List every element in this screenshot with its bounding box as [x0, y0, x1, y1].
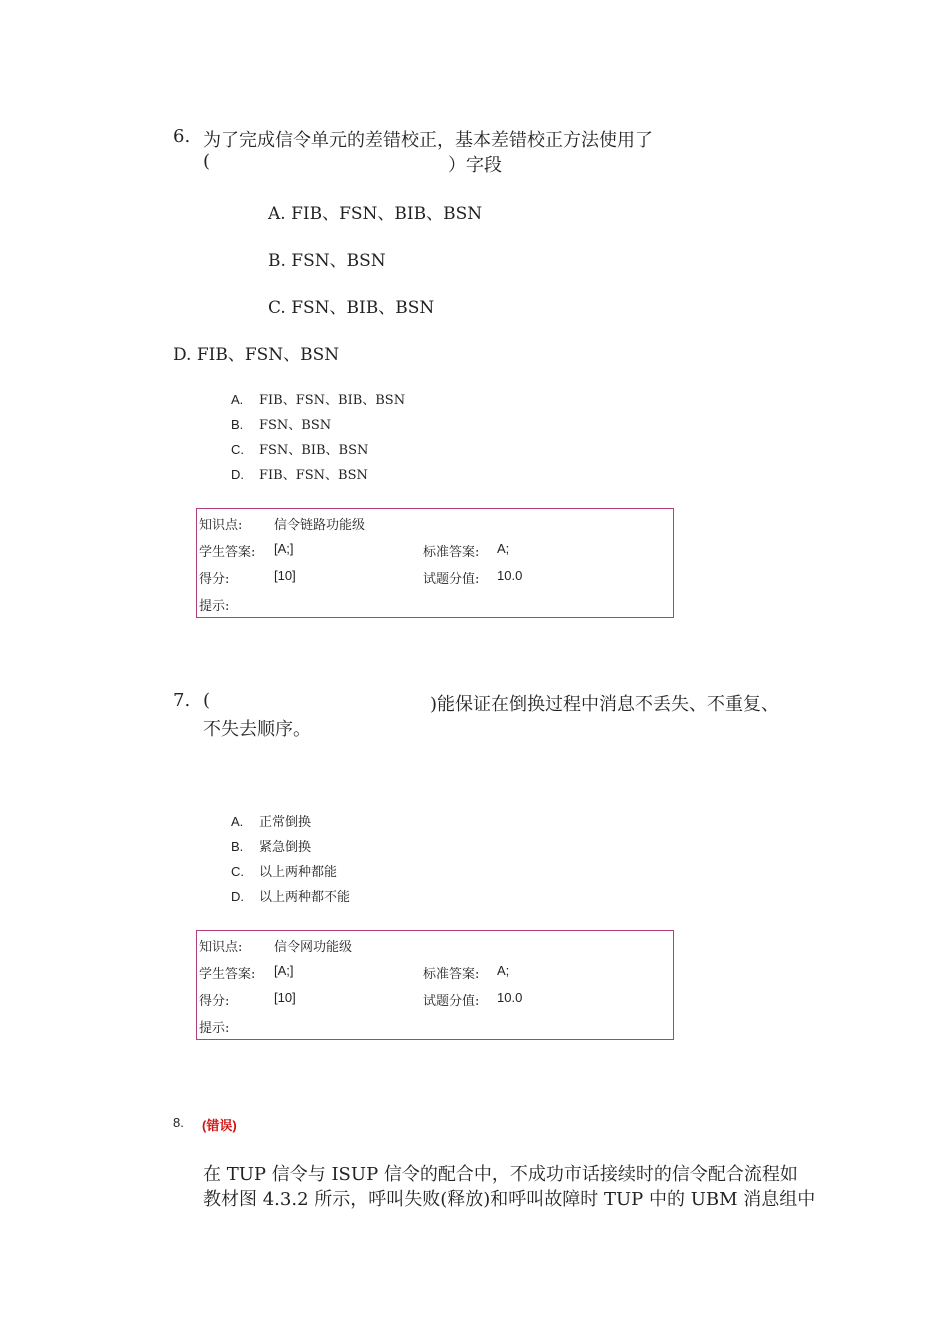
option-letter: D.: [231, 889, 244, 904]
full-score-value: 10.0: [497, 568, 523, 583]
score-label: 得分:: [199, 572, 230, 587]
q8-question-line1: 在 TUP 信令与 ISUP 信令的配合中，不成功市话接续时的信令配合流程如: [203, 1164, 798, 1185]
full-score-value: 10.0: [497, 990, 523, 1005]
score-value: [10]: [274, 990, 296, 1005]
option-letter: D.: [231, 467, 244, 482]
q8-number: 8.: [173, 1115, 184, 1130]
q6-large-option-c: C. FSN、BIB、BSN: [268, 298, 435, 318]
q6-info-box: [196, 508, 674, 618]
q6-large-option-b: B. FSN、BSN: [268, 251, 386, 271]
q7-option-d[interactable]: [231, 886, 350, 905]
q6-question-line1: 为了完成信令单元的差错校正，基本差错校正方法使用了: [203, 130, 653, 151]
student-answer-value: [A;]: [274, 541, 294, 556]
student-answer-value: [A;]: [274, 963, 294, 978]
q7-question-line1: )能保证在倒换过程中消息不丢失、不重复、: [430, 694, 780, 715]
option-letter: B.: [231, 839, 244, 854]
q7-question-line2: 不失去顺序。: [203, 719, 311, 740]
option-letter: B.: [231, 417, 244, 432]
option-text: FIB、FSN、BIB、BSN: [259, 393, 406, 408]
q7-info-box: [196, 930, 674, 1040]
q8-status-badge: (错误): [202, 1118, 237, 1133]
hint-label: 提示:: [199, 599, 230, 614]
q6-option-a[interactable]: [231, 389, 405, 408]
q6-option-d[interactable]: [231, 464, 368, 483]
q7-option-a[interactable]: [231, 811, 311, 830]
option-text: 紧急倒换: [259, 840, 312, 855]
q6-blank-close: ）字段: [448, 155, 502, 176]
option-text: FSN、BSN: [259, 418, 332, 433]
q6-large-option-d: D. FIB、FSN、BSN: [173, 345, 340, 365]
q6-option-c[interactable]: [231, 439, 368, 458]
option-letter: C.: [231, 442, 244, 457]
q7-blank-open: (: [203, 690, 211, 711]
score-label: 得分:: [199, 994, 230, 1009]
knowledge-label: 知识点:: [199, 940, 243, 955]
student-answer-label: 学生答案:: [199, 967, 256, 982]
q6-option-b[interactable]: [231, 414, 331, 433]
q7-option-b[interactable]: [231, 836, 311, 855]
option-text: FIB、FSN、BSN: [259, 468, 368, 483]
q7-number: 7.: [173, 690, 191, 711]
option-text: 以上两种都能: [259, 865, 338, 880]
standard-answer-label: 标准答案:: [423, 967, 480, 982]
q6-blank-open: (: [203, 151, 211, 172]
student-answer-label: 学生答案:: [199, 545, 256, 560]
standard-answer-value: A;: [497, 963, 510, 978]
q8-question-line2: 教材图 4.3.2 所示，呼叫失败(释放)和呼叫故障时 TUP 中的 UBM 消息组中: [203, 1189, 816, 1210]
q7-option-c[interactable]: [231, 861, 337, 880]
option-text: FSN、BIB、BSN: [259, 443, 369, 458]
knowledge-label: 知识点:: [199, 518, 243, 533]
full-score-label: 试题分值:: [423, 994, 480, 1009]
full-score-label: 试题分值:: [423, 572, 480, 587]
q6-large-option-a: A. FIB、FSN、BIB、BSN: [268, 204, 483, 224]
option-letter: A.: [231, 392, 244, 407]
option-letter: C.: [231, 864, 244, 879]
standard-answer-label: 标准答案:: [423, 545, 480, 560]
option-letter: A.: [231, 814, 244, 829]
score-value: [10]: [274, 568, 296, 583]
standard-answer-value: A;: [497, 541, 510, 556]
knowledge-value: 信令网功能级: [274, 940, 353, 955]
option-text: 以上两种都不能: [259, 890, 351, 905]
option-text: 正常倒换: [259, 815, 312, 830]
q6-number: 6.: [173, 126, 191, 147]
knowledge-value: 信令链路功能级: [274, 518, 366, 533]
hint-label: 提示:: [199, 1021, 230, 1036]
